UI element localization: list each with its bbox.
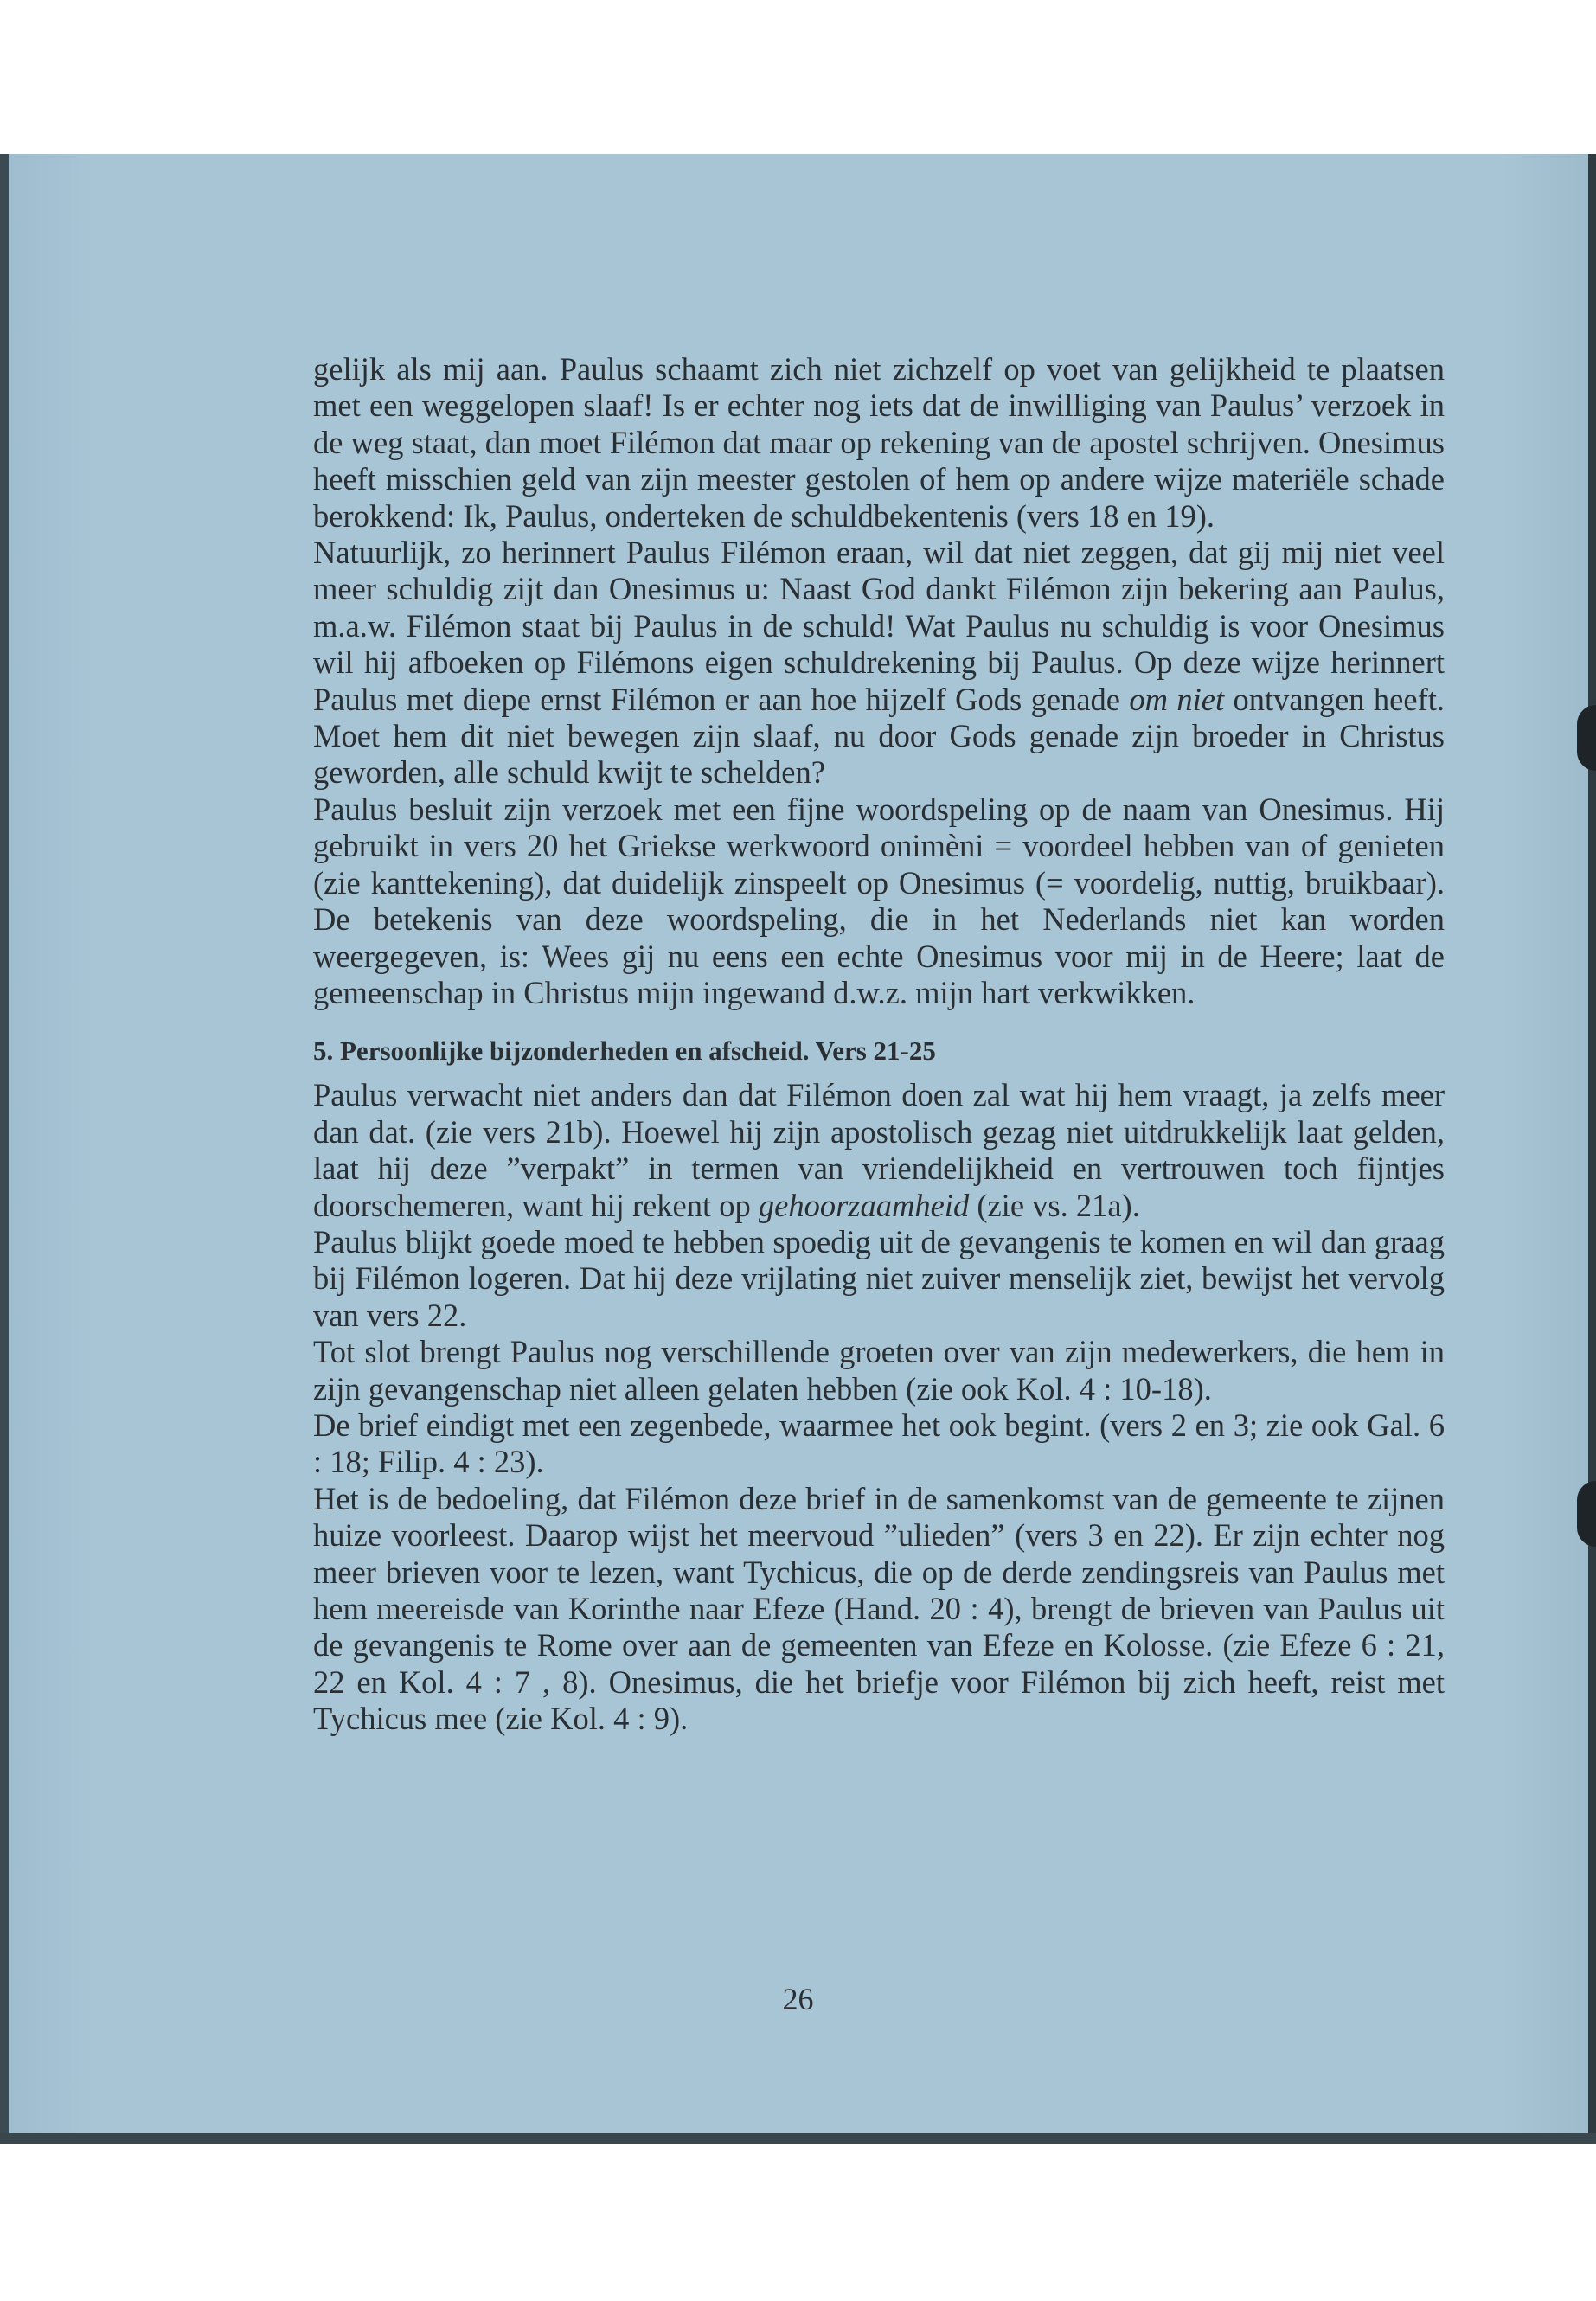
text-run: Tot slot brengt Paulus nog verschillende groeten over van zijn medewerkers, die hem in zijn gevangenschap niet alleen gelaten hebben (zie ook Kol. 4 : 10-18). <box>313 1334 1445 1407</box>
section-heading: 5. Persoonlijke bijzonderheden en afscheid. Vers 21-25 <box>313 1035 936 1067</box>
page-right-edge <box>1588 154 1596 2144</box>
text-run: Paulus verwacht niet anders dan dat Filémon doen zal wat hij hem vraagt, ja zelfs meer dan dat. (zie vers 21b). Hoewel hij zijn apostolisch gezag niet uitdrukkelijk laat gelden, laat hij deze ”verpakt” in termen van vriendelijkheid en vertrouwen toch fijntjes doorschemeren, want hij rekent op <box>313 1077 1445 1223</box>
text-run: Paulus besluit zijn verzoek met een fijne woordspeling op de naam van Onesimus. Hij gebruikt in vers 20 het Griekse werkwoord onimèni = voordeel hebben van of genieten (zie kanttekening), dat duidelijk zinspeelt op Onesimus (= voordelig, nuttig, bruikbaar). De betekenis van deze woordspeling, die in het Nederlands niet kan worden weergegeven, is: Wees gij nu eens een echte Onesimus voor mij in de Heere; laat de gemeenschap in Christus mijn ingewand d.w.z. mijn hart verkwikken. <box>313 791 1445 1010</box>
paragraph <box>313 351 1445 535</box>
paragraph <box>313 1334 1445 1407</box>
text-run: De brief eindigt met een zegenbede, waarmee het ook begint. (vers 2 en 3; zie ook Gal. 6 : 18; Filip. 4 : 23). <box>313 1407 1445 1480</box>
binder-hole-icon <box>1577 1481 1596 1547</box>
text-run: Paulus blijkt goede moed te hebben spoedig uit de gevangenis te komen en wil dan graag bij Filémon logeren. Dat hij deze vrijlating niet zuiver menselijk ziet, bewijst het vervolg van vers 22. <box>313 1223 1445 1333</box>
paragraph <box>313 1077 1445 1224</box>
page-number: 26 <box>782 1982 814 2016</box>
paragraph-group-before <box>313 351 1445 1011</box>
emphasis-text: om niet <box>1129 681 1225 717</box>
text-run: ontvangen heeft. Moet hem dit niet bewegen zijn slaaf, nu door Gods genade zijn broeder in Christus geworden, alle schuld kwijt te schelden? <box>313 681 1445 791</box>
body-text <box>313 351 1445 1738</box>
text-run: (zie vs. 21a). <box>969 1187 1140 1223</box>
paragraph-group-after <box>313 1077 1445 1737</box>
page-left-edge <box>0 154 9 2144</box>
paragraph <box>313 1224 1445 1334</box>
text-run: Natuurlijk, zo herinnert Paulus Filémon eraan, wil dat niet zeggen, dat gij mij niet veel meer schuldig zijt dan Onesimus u: Naast God dankt Filémon zijn bekering aan Paulus, m.a.w. Filémon staat bij Paulus in de schuld! Wat Paulus nu schuldig is voor Onesimus wil hij afboeken op Filémons eigen schuldrekening bij Paulus. Op deze wijze herinnert Paulus met diepe ernst Filémon er aan hoe hijzelf Gods genade <box>313 535 1445 717</box>
paragraph <box>313 792 1445 1011</box>
text-run: gelijk als mij aan. Paulus schaamt zich niet zichzelf op voet van gelijkheid te plaatsen met een weggelopen slaaf! Is er echter nog iets dat de inwilliging van Paulus’ verzoek in de weg staat, dan moet Filémon dat maar op rekening van de apostel schrijven. Onesimus heeft misschien geld van zijn meester gestolen of hem op andere wijze materiële schade berokkend: Ik, Paulus, onderteken de schuldbekentenis (vers 18 en 19). <box>313 351 1445 534</box>
paragraph <box>313 535 1445 792</box>
text-run: Het is de bedoeling, dat Filémon deze brief in de samenkomst van de gemeente te zijnen huize voorleest. Daarop wijst het meervoud ”ulieden” (vers 3 en 22). Er zijn echter nog meer brieven voor te lezen, want Tychicus, die op de derde zendingsreis van Paulus met hem meereisde van Korinthe naar Efeze (Hand. 20 : 4), brengt de brieven van Paulus uit de gevangenis te Rome over aan de gemeenten van Efeze en Kolosse. (zie Efeze 6 : 21, 22 en Kol. 4 : 7 , 8). Onesimus, die het briefje voor Filémon bij zich heeft, reist met Tychicus mee (zie Kol. 4 : 9). <box>313 1480 1445 1737</box>
binder-hole-icon <box>1577 705 1596 771</box>
paragraph <box>313 1407 1445 1481</box>
emphasis-text: gehoorzaamheid <box>758 1187 970 1223</box>
page-bottom-edge <box>0 2133 1596 2144</box>
paragraph <box>313 1481 1445 1738</box>
